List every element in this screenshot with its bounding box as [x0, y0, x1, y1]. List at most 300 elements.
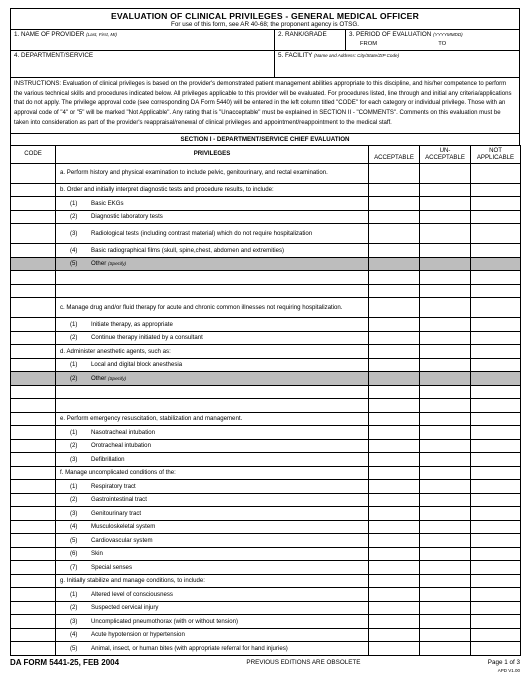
- provider-name-label: 1. NAME OF PROVIDER: [14, 31, 85, 38]
- facility-field[interactable]: [274, 51, 519, 77]
- item-number: (3): [70, 509, 78, 517]
- privilege-description: [56, 574, 369, 588]
- acceptable-checkbox-cell[interactable]: [369, 244, 420, 258]
- privilege-description: [56, 298, 369, 318]
- acceptable-checkbox-cell[interactable]: [369, 615, 420, 629]
- not-applicable-checkbox-cell[interactable]: [471, 507, 521, 521]
- unacceptable-checkbox-cell[interactable]: [420, 534, 471, 548]
- privilege-row: [11, 453, 521, 467]
- from-label: FROM: [360, 41, 378, 47]
- item-number: (1): [70, 320, 78, 328]
- item-text: Basic EKGs: [91, 199, 124, 207]
- unacceptable-checkbox-cell[interactable]: [420, 163, 471, 183]
- code-cell[interactable]: [11, 520, 56, 534]
- privilege-description: [56, 318, 369, 332]
- code-cell[interactable]: [11, 163, 56, 183]
- privilege-description: [56, 163, 369, 183]
- not-applicable-checkbox-cell[interactable]: [471, 244, 521, 258]
- unacceptable-checkbox-cell[interactable]: [420, 271, 471, 285]
- privilege-description: [56, 642, 369, 656]
- privilege-row: [11, 588, 521, 602]
- privilege-description: [56, 439, 369, 453]
- unacceptable-checkbox-cell[interactable]: [420, 588, 471, 602]
- privilege-row: [11, 574, 521, 588]
- not-applicable-checkbox-cell[interactable]: [471, 493, 521, 507]
- not-applicable-checkbox-cell[interactable]: [471, 574, 521, 588]
- item-number: (2): [70, 374, 78, 382]
- privilege-row: [11, 534, 521, 548]
- item-text: Cardiovascular system: [91, 536, 153, 544]
- item-text: Orotracheal intubation: [91, 442, 151, 450]
- privilege-description: [56, 466, 369, 480]
- item-text: b. Order and initially interpret diagnostic tests and procedure results, to include:: [60, 186, 274, 194]
- item-text: Local and digital block anesthesia: [91, 361, 183, 369]
- not-applicable-checkbox-cell[interactable]: [471, 385, 521, 399]
- privilege-description: [56, 601, 369, 615]
- code-cell[interactable]: [11, 399, 56, 413]
- item-text: Uncomplicated pneumothorax (with or without tension): [91, 617, 238, 625]
- privilege-row: [11, 642, 521, 656]
- acceptable-checkbox-cell[interactable]: [369, 466, 420, 480]
- acceptable-checkbox-cell[interactable]: [369, 493, 420, 507]
- location-row: [10, 50, 520, 77]
- item-text: d. Administer anesthetic agents, such as:: [60, 347, 171, 355]
- privileges-column-header: PRIVILEGES: [56, 145, 369, 163]
- not-applicable-checkbox-cell[interactable]: [471, 399, 521, 413]
- item-number: (3): [70, 229, 78, 237]
- item-number: (3): [70, 455, 78, 463]
- code-cell[interactable]: [11, 547, 56, 561]
- department-label: 4. DEPARTMENT/SERVICE: [14, 52, 94, 59]
- blank-row: [11, 271, 521, 285]
- item-text: Suspected cervical injury: [91, 604, 159, 612]
- evaluation-period-field[interactable]: [345, 30, 519, 50]
- not-applicable-checkbox-cell[interactable]: [471, 224, 521, 244]
- item-number: (4): [70, 523, 78, 531]
- acceptable-checkbox-cell[interactable]: [369, 399, 420, 413]
- page-number: Page 1 of 3: [487, 658, 520, 666]
- privilege-row: [11, 561, 521, 575]
- code-cell[interactable]: [11, 372, 56, 386]
- unacceptable-checkbox-cell[interactable]: [420, 480, 471, 494]
- code-cell[interactable]: [11, 507, 56, 521]
- code-cell[interactable]: [11, 601, 56, 615]
- code-cell[interactable]: [11, 197, 56, 211]
- item-text: Basic radiographical films (skull, spine,chest, abdomen and extremities): [91, 246, 285, 254]
- privilege-row: [11, 372, 521, 386]
- unacceptable-checkbox-cell[interactable]: [420, 412, 471, 426]
- acceptable-checkbox-cell[interactable]: [369, 642, 420, 656]
- not-applicable-checkbox-cell[interactable]: [471, 284, 521, 298]
- unacceptable-checkbox-cell[interactable]: [420, 493, 471, 507]
- acceptable-checkbox-cell[interactable]: [369, 210, 420, 224]
- specify-hint: (Specify): [107, 261, 127, 267]
- acceptable-checkbox-cell[interactable]: [369, 318, 420, 332]
- item-text: Altered level of consciousness: [91, 590, 173, 598]
- form-id: DA FORM 5441-25, FEB 2004: [10, 657, 120, 667]
- unacceptable-checkbox-cell[interactable]: [420, 257, 471, 271]
- code-cell[interactable]: [11, 257, 56, 271]
- acceptable-checkbox-cell[interactable]: [369, 372, 420, 386]
- facility-label: 5. FACILITY: [278, 52, 313, 59]
- privilege-description: [56, 615, 369, 629]
- unacceptable-checkbox-cell[interactable]: [420, 439, 471, 453]
- blank-row: [11, 385, 521, 399]
- unacceptable-column-header: UN- ACCEPTABLE: [420, 145, 471, 163]
- not-applicable-checkbox-cell[interactable]: [471, 466, 521, 480]
- code-cell[interactable]: [11, 358, 56, 372]
- privilege-description: [56, 244, 369, 258]
- unacceptable-checkbox-cell[interactable]: [420, 331, 471, 345]
- item-number: (1): [70, 428, 78, 436]
- item-text: Musculoskeletal system: [91, 523, 156, 531]
- acceptable-checkbox-cell[interactable]: [369, 601, 420, 615]
- not-applicable-checkbox-cell[interactable]: [471, 358, 521, 372]
- privileges-table: [10, 145, 521, 656]
- specify-hint: (Specify): [107, 375, 127, 381]
- privilege-description: [56, 412, 369, 426]
- acceptable-checkbox-cell[interactable]: [369, 257, 420, 271]
- unacceptable-checkbox-cell[interactable]: [420, 183, 471, 197]
- privilege-row: [11, 493, 521, 507]
- not-applicable-checkbox-cell[interactable]: [471, 331, 521, 345]
- item-number: (1): [70, 199, 78, 207]
- facility-hint: (Name and Address: City/State/ZIP Code): [313, 53, 400, 58]
- not-applicable-checkbox-cell[interactable]: [471, 257, 521, 271]
- not-applicable-checkbox-cell[interactable]: [471, 480, 521, 494]
- not-applicable-checkbox-cell[interactable]: [471, 588, 521, 602]
- not-applicable-checkbox-cell[interactable]: [471, 439, 521, 453]
- acceptable-checkbox-cell[interactable]: [369, 426, 420, 440]
- unacceptable-checkbox-cell[interactable]: [420, 345, 471, 359]
- item-number: (2): [70, 496, 78, 504]
- code-cell[interactable]: [11, 210, 56, 224]
- code-cell[interactable]: [11, 574, 56, 588]
- section-title: SECTION I - DEPARTMENT/SERVICE CHIEF EVALUATION: [10, 133, 520, 145]
- item-number: (5): [70, 260, 78, 268]
- acceptable-checkbox-cell[interactable]: [369, 480, 420, 494]
- item-text: Acute hypotension or hypertension: [91, 631, 185, 639]
- item-text: Other: [91, 260, 107, 268]
- item-text: a. Perform history and physical examination to include pelvic, genitourinary, and rectal examination.: [60, 169, 328, 177]
- not-applicable-checkbox-cell[interactable]: [471, 163, 521, 183]
- not-applicable-checkbox-cell[interactable]: [471, 271, 521, 285]
- not-applicable-checkbox-cell[interactable]: [471, 426, 521, 440]
- not-applicable-checkbox-cell[interactable]: [471, 318, 521, 332]
- item-number: (2): [70, 213, 78, 221]
- privilege-row: [11, 210, 521, 224]
- acceptable-checkbox-cell[interactable]: [369, 574, 420, 588]
- item-number: (2): [70, 442, 78, 450]
- acceptable-column-header: ACCEPTABLE: [369, 145, 420, 163]
- privilege-row: [11, 298, 521, 318]
- acceptable-checkbox-cell[interactable]: [369, 331, 420, 345]
- unacceptable-checkbox-cell[interactable]: [420, 628, 471, 642]
- acceptable-checkbox-cell[interactable]: [369, 561, 420, 575]
- form-page: [10, 0, 520, 673]
- evaluation-period-label: 3. PERIOD OF EVALUATION: [349, 31, 432, 38]
- privilege-description: [56, 271, 369, 285]
- blank-row: [11, 399, 521, 413]
- unacceptable-checkbox-cell[interactable]: [420, 372, 471, 386]
- code-cell[interactable]: [11, 318, 56, 332]
- code-cell[interactable]: [11, 480, 56, 494]
- privilege-description: [56, 480, 369, 494]
- not-applicable-checkbox-cell[interactable]: [471, 197, 521, 211]
- code-cell[interactable]: [11, 426, 56, 440]
- privilege-description: [56, 183, 369, 197]
- acceptable-checkbox-cell[interactable]: [369, 163, 420, 183]
- provider-name-hint: (Last, First, MI): [86, 32, 117, 37]
- acceptable-checkbox-cell[interactable]: [369, 284, 420, 298]
- privilege-description: [56, 358, 369, 372]
- unacceptable-checkbox-cell[interactable]: [420, 318, 471, 332]
- privilege-row: [11, 480, 521, 494]
- acceptable-checkbox-cell[interactable]: [369, 224, 420, 244]
- code-cell[interactable]: [11, 453, 56, 467]
- item-text: Gastrointestinal tract: [91, 496, 147, 504]
- privilege-description: [56, 520, 369, 534]
- privilege-description: [56, 426, 369, 440]
- item-number: (2): [70, 604, 78, 612]
- unacceptable-checkbox-cell[interactable]: [420, 507, 471, 521]
- privilege-row: [11, 331, 521, 345]
- unacceptable-checkbox-cell[interactable]: [420, 561, 471, 575]
- unacceptable-checkbox-cell[interactable]: [420, 399, 471, 413]
- item-number: (2): [70, 334, 78, 342]
- privilege-description: [56, 588, 369, 602]
- not-applicable-column-header: NOT APPLICABLE: [471, 145, 521, 163]
- code-cell[interactable]: [11, 561, 56, 575]
- not-applicable-checkbox-cell[interactable]: [471, 520, 521, 534]
- form-subtitle: For use of this form, see AR 40-68; the proponent agency is OTSG.: [171, 21, 359, 28]
- privilege-row: [11, 426, 521, 440]
- acceptable-checkbox-cell[interactable]: [369, 547, 420, 561]
- privilege-description: [56, 372, 369, 386]
- privilege-description: [56, 534, 369, 548]
- unacceptable-checkbox-cell[interactable]: [420, 244, 471, 258]
- acceptable-checkbox-cell[interactable]: [369, 358, 420, 372]
- instructions: INSTRUCTIONS: Evaluation of clinical privileges is based on the provider's demonstrated patient management abilities appropriate to this discipline, and his/her competence to perform the various technical skills and procedures indicated below. All privileges applicable to this provider will be evaluated. For procedures listed, line through and initial any criteria/applications that do not apply. The privilege approval code (see corresponding DA Form 5440) will be entered in the left column titled "CODE" for each category or individual privilege. Those with an approval code of "4" or "5" will be marked "Not Applicable". Any rating that is "Unacceptable" must be explained in SECTION II - "COMMENTS". Comments on this evaluation must be taken into consideration as part of the provider's reappraisal/renewal of clinical privileges and appointment/reappointment to the medical staff.: [10, 77, 520, 133]
- privilege-row: [11, 628, 521, 642]
- privilege-row: [11, 244, 521, 258]
- code-cell[interactable]: [11, 412, 56, 426]
- privilege-description: [56, 210, 369, 224]
- not-applicable-checkbox-cell[interactable]: [471, 453, 521, 467]
- item-number: (1): [70, 361, 78, 369]
- privilege-description: [56, 561, 369, 575]
- privilege-row: [11, 345, 521, 359]
- not-applicable-checkbox-cell[interactable]: [471, 372, 521, 386]
- unacceptable-checkbox-cell[interactable]: [420, 601, 471, 615]
- unacceptable-checkbox-cell[interactable]: [420, 385, 471, 399]
- acceptable-checkbox-cell[interactable]: [369, 345, 420, 359]
- item-text: Nasotracheal intubation: [91, 428, 156, 436]
- item-number: (5): [70, 536, 78, 544]
- privilege-row: [11, 163, 521, 183]
- code-cell[interactable]: [11, 642, 56, 656]
- code-cell[interactable]: [11, 628, 56, 642]
- acceptable-checkbox-cell[interactable]: [369, 588, 420, 602]
- item-text: Other: [91, 374, 107, 382]
- item-text: Defibrillation: [91, 455, 125, 463]
- unacceptable-checkbox-cell[interactable]: [420, 547, 471, 561]
- code-cell[interactable]: [11, 331, 56, 345]
- code-cell[interactable]: [11, 284, 56, 298]
- blank-row: [11, 284, 521, 298]
- not-applicable-checkbox-cell[interactable]: [471, 615, 521, 629]
- not-applicable-checkbox-cell[interactable]: [471, 298, 521, 318]
- acceptable-checkbox-cell[interactable]: [369, 534, 420, 548]
- item-number: (7): [70, 563, 78, 571]
- privilege-description: [56, 345, 369, 359]
- privilege-row: [11, 615, 521, 629]
- evaluation-period-hint: (YYYYMMDD): [433, 32, 463, 37]
- not-applicable-checkbox-cell[interactable]: [471, 642, 521, 656]
- code-cell[interactable]: [11, 345, 56, 359]
- item-text: Respiratory tract: [91, 482, 136, 490]
- privilege-row: [11, 412, 521, 426]
- privilege-row: [11, 507, 521, 521]
- privilege-description: [56, 628, 369, 642]
- privilege-row: [11, 257, 521, 271]
- not-applicable-checkbox-cell[interactable]: [471, 547, 521, 561]
- form-title-block: [10, 8, 520, 29]
- form-footer: [10, 658, 520, 667]
- rank-grade-field[interactable]: [274, 30, 345, 50]
- code-cell[interactable]: [11, 588, 56, 602]
- item-text: Animal, insect, or human bites (with appropriate referral for hand injuries): [91, 644, 288, 652]
- unacceptable-checkbox-cell[interactable]: [420, 453, 471, 467]
- previous-editions-note: PREVIOUS EDITIONS ARE OBSOLETE: [246, 658, 361, 666]
- unacceptable-checkbox-cell[interactable]: [420, 210, 471, 224]
- code-cell[interactable]: [11, 615, 56, 629]
- privilege-row: [11, 466, 521, 480]
- item-number: (1): [70, 482, 78, 490]
- item-text: Initiate therapy, as appropriate: [91, 320, 173, 328]
- privilege-description: [56, 197, 369, 211]
- not-applicable-checkbox-cell[interactable]: [471, 412, 521, 426]
- not-applicable-checkbox-cell[interactable]: [471, 628, 521, 642]
- privilege-row: [11, 601, 521, 615]
- item-number: (3): [70, 617, 78, 625]
- item-text: Skin: [91, 550, 103, 558]
- not-applicable-checkbox-cell[interactable]: [471, 601, 521, 615]
- unacceptable-checkbox-cell[interactable]: [420, 520, 471, 534]
- department-field[interactable]: [11, 51, 274, 77]
- privilege-description: [56, 331, 369, 345]
- version-label: APD V1.00: [497, 667, 520, 673]
- code-column-header: CODE: [11, 145, 56, 163]
- privilege-row: [11, 358, 521, 372]
- unacceptable-checkbox-cell[interactable]: [420, 358, 471, 372]
- rank-grade-label: 2. RANK/GRADE: [278, 31, 327, 38]
- unacceptable-checkbox-cell[interactable]: [420, 298, 471, 318]
- privilege-description: [56, 284, 369, 298]
- unacceptable-checkbox-cell[interactable]: [420, 426, 471, 440]
- unacceptable-checkbox-cell[interactable]: [420, 615, 471, 629]
- privilege-row: [11, 547, 521, 561]
- item-text: Continue therapy initiated by a consultant: [91, 334, 203, 342]
- privilege-description: [56, 547, 369, 561]
- acceptable-checkbox-cell[interactable]: [369, 507, 420, 521]
- item-text: g. Initially stabilize and manage conditions, to include:: [60, 577, 205, 585]
- acceptable-checkbox-cell[interactable]: [369, 271, 420, 285]
- code-cell[interactable]: [11, 183, 56, 197]
- not-applicable-checkbox-cell[interactable]: [471, 183, 521, 197]
- not-applicable-checkbox-cell[interactable]: [471, 561, 521, 575]
- acceptable-checkbox-cell[interactable]: [369, 412, 420, 426]
- acceptable-checkbox-cell[interactable]: [369, 385, 420, 399]
- privilege-row: [11, 224, 521, 244]
- acceptable-checkbox-cell[interactable]: [369, 439, 420, 453]
- unacceptable-checkbox-cell[interactable]: [420, 466, 471, 480]
- code-cell[interactable]: [11, 244, 56, 258]
- code-cell[interactable]: [11, 298, 56, 318]
- item-text: Genitourinary tract: [91, 509, 142, 517]
- item-number: (1): [70, 590, 78, 598]
- acceptable-checkbox-cell[interactable]: [369, 453, 420, 467]
- code-cell[interactable]: [11, 271, 56, 285]
- not-applicable-checkbox-cell[interactable]: [471, 210, 521, 224]
- code-cell[interactable]: [11, 493, 56, 507]
- to-label: TO: [438, 41, 447, 47]
- table-header-row: [11, 145, 521, 163]
- item-text: Radiological tests (including contrast material) which do not require hospitalization: [91, 229, 313, 237]
- code-cell[interactable]: [11, 466, 56, 480]
- unacceptable-checkbox-cell[interactable]: [420, 224, 471, 244]
- unacceptable-checkbox-cell[interactable]: [420, 197, 471, 211]
- item-number: (4): [70, 631, 78, 639]
- code-cell[interactable]: [11, 224, 56, 244]
- identity-row: [10, 29, 520, 50]
- privilege-description: [56, 493, 369, 507]
- code-cell[interactable]: [11, 534, 56, 548]
- privilege-row: [11, 183, 521, 197]
- item-number: (4): [70, 246, 78, 254]
- unacceptable-checkbox-cell[interactable]: [420, 284, 471, 298]
- acceptable-checkbox-cell[interactable]: [369, 520, 420, 534]
- acceptable-checkbox-cell[interactable]: [369, 183, 420, 197]
- form-title: EVALUATION OF CLINICAL PRIVILEGES - GENERAL MEDICAL OFFICER: [111, 11, 419, 21]
- not-applicable-checkbox-cell[interactable]: [471, 345, 521, 359]
- code-cell[interactable]: [11, 385, 56, 399]
- acceptable-checkbox-cell[interactable]: [369, 628, 420, 642]
- item-number: (6): [70, 550, 78, 558]
- acceptable-checkbox-cell[interactable]: [369, 298, 420, 318]
- item-text: f. Manage uncomplicated conditions of the:: [60, 469, 176, 477]
- acceptable-checkbox-cell[interactable]: [369, 197, 420, 211]
- privilege-description: [56, 385, 369, 399]
- unacceptable-checkbox-cell[interactable]: [420, 574, 471, 588]
- privilege-description: [56, 224, 369, 244]
- not-applicable-checkbox-cell[interactable]: [471, 534, 521, 548]
- provider-name-field[interactable]: [11, 30, 274, 50]
- item-text: e. Perform emergency resuscitation, stabilization and management.: [60, 415, 243, 423]
- code-cell[interactable]: [11, 439, 56, 453]
- privilege-description: [56, 257, 369, 271]
- privilege-row: [11, 197, 521, 211]
- privilege-row: [11, 439, 521, 453]
- privilege-description: [56, 507, 369, 521]
- item-text: Diagnostic laboratory tests: [91, 213, 163, 221]
- item-number: (5): [70, 644, 78, 652]
- privilege-row: [11, 318, 521, 332]
- unacceptable-checkbox-cell[interactable]: [420, 642, 471, 656]
- item-text: Special senses: [91, 563, 132, 571]
- item-text: c. Manage drug and/or fluid therapy for acute and chronic common illnesses not requiring hospitalization.: [60, 303, 343, 311]
- privilege-row: [11, 520, 521, 534]
